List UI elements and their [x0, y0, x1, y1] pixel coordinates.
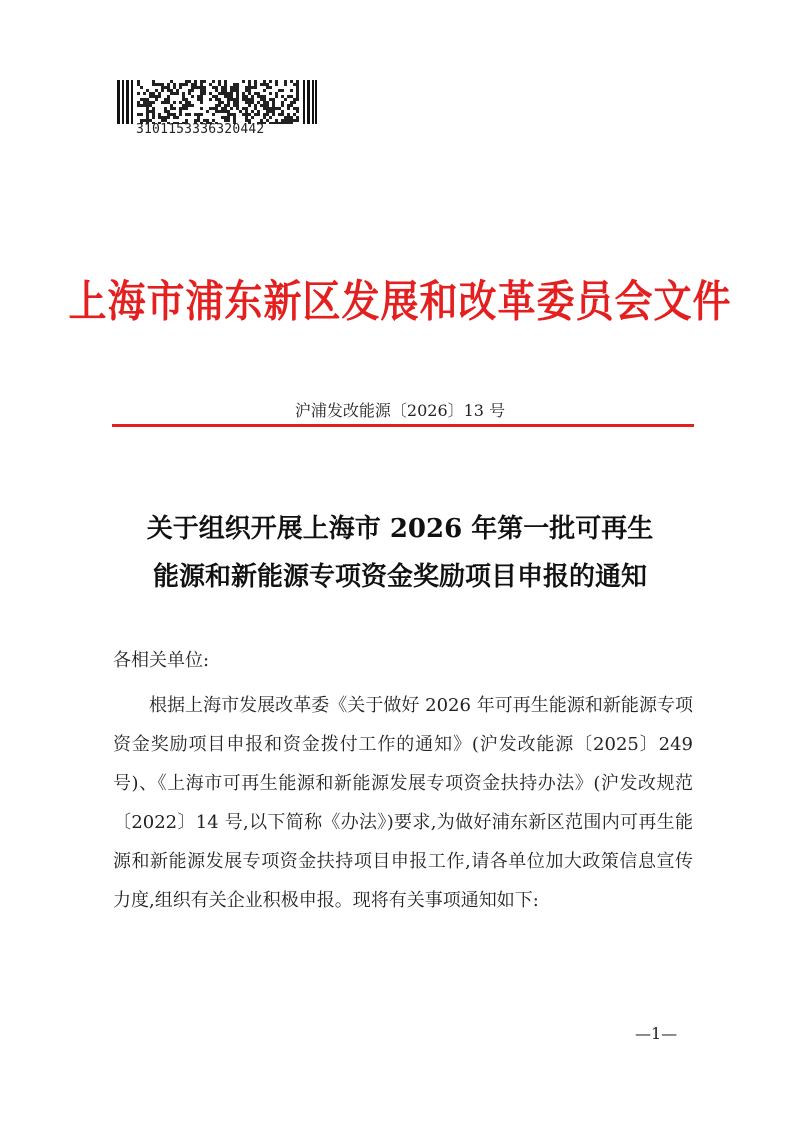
title-line-2: 能源和新能源专项资金奖励项目申报的通知 [152, 562, 647, 592]
red-divider-line [112, 424, 694, 427]
barcode [117, 80, 317, 124]
barcode-graphic [117, 80, 317, 124]
document-title [0, 505, 800, 601]
body-paragraph: 根据上海市发展改革委《关于做好 2026 年可再生能源和新能源专项资金奖励项目申报和资金拨付工作的通知》(沪发改能源〔2025〕249 号)、《上海市可再生能源和新能源发展专项资金扶持办法》(沪发改规范〔2022〕14 号,以下简称《办法》)要求,为做好浦东新区范围内可再生能源和新能源发展专项资金扶持项目申报工作,请各单位加大政策信息宣传力度,组织有关企业积极申报。现将有关事项通知如下: [113, 695, 693, 911]
issuer-heading: 上海市浦东新区发展和改革委员会文件 [68, 275, 732, 327]
barcode-number: 3101153336320442 [136, 122, 265, 137]
title-line-1: 关于组织开展上海市 2026 年第一批可再生 [146, 514, 654, 544]
salutation: 各相关单位: [113, 650, 210, 671]
document-number: 沪浦发改能源〔2026〕13 号 [294, 401, 506, 420]
page-number: —1— [635, 1024, 678, 1043]
